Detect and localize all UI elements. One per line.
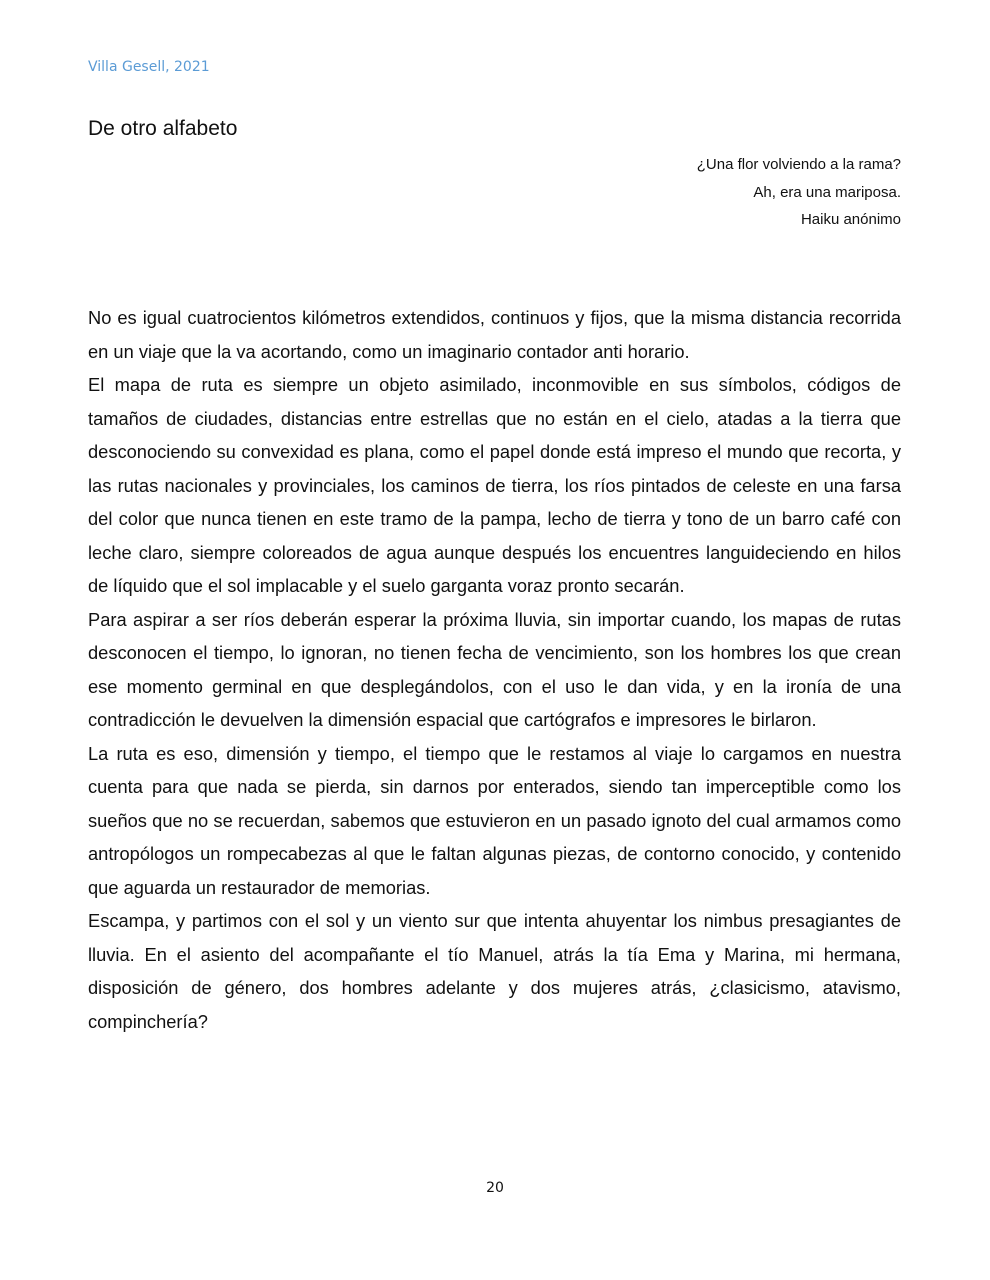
body-text <box>88 301 901 1038</box>
running-header: Villa Gesell, 2021 <box>88 59 210 75</box>
chapter-title: De otro alfabeto <box>88 117 238 140</box>
paragraph: Para aspirar a ser ríos deberán esperar la próxima lluvia, sin importar cuando, los mapas de rutas desconocen el tiempo, lo ignoran, no tienen fecha de vencimiento, son los hombres los que crean ese momento germinal en que desplegándolos, con el uso le dan vida, y en la ironía de una contradicción le devuelven la dimensión espacial que cartógrafos e impresores le birlaron. <box>88 608 901 730</box>
epigraph-line-2: Ah, era una mariposa. <box>753 183 901 201</box>
paragraph: No es igual cuatrocientos kilómetros extendidos, continuos y fijos, que la misma distancia recorrida en un viaje que la va acortando, como un imaginario contador anti horario. <box>88 307 901 362</box>
page-number: 20 <box>486 1180 504 1196</box>
paragraph: La ruta es eso, dimensión y tiempo, el tiempo que le restamos al viaje lo cargamos en nuestra cuenta para que nada se pierda, sin darnos por enterados, siendo tan imperceptible como los sueños que no se recuerdan, sabemos que estuvieron en un pasado ignoto del cual armamos como antropólogos un rompecabezas al que le faltan algunas piezas, de contorno conocido, y contenido que aguarda un restaurador de memorias. <box>88 742 901 898</box>
paragraph: Escampa, y partimos con el sol y un viento sur que intenta ahuyentar los nimbus presagiantes de lluvia. En el asiento del acompañante el tío Manuel, atrás la tía Ema y Marina, mi hermana, disposición de género, dos hombres adelante y dos mujeres atrás, ¿clasicismo, atavismo, compinchería? <box>88 910 901 1032</box>
paragraph: El mapa de ruta es siempre un objeto asimilado, inconmovible en sus símbolos, códigos de tamaños de ciudades, distancias entre estrellas que no están en el cielo, atadas a la tierra que desconociendo su convexidad es plana, como el papel donde está impreso el mundo que recorta, y las rutas nacionales y provinciales, los caminos de tierra, los ríos pintados de celeste en una farsa del color que nunca tienen en este tramo de la pampa, lecho de tierra y tono de un barro café con leche claro, siempre coloreados de agua aunque después los encuentres languideciendo en hilos de líquido que el sol implacable y el suelo garganta voraz pronto secarán. <box>88 374 901 596</box>
epigraph <box>697 155 901 238</box>
epigraph-attribution: Haiku anónimo <box>800 211 901 228</box>
epigraph-line-1: ¿Una flor volviendo a la rama? <box>696 156 901 173</box>
